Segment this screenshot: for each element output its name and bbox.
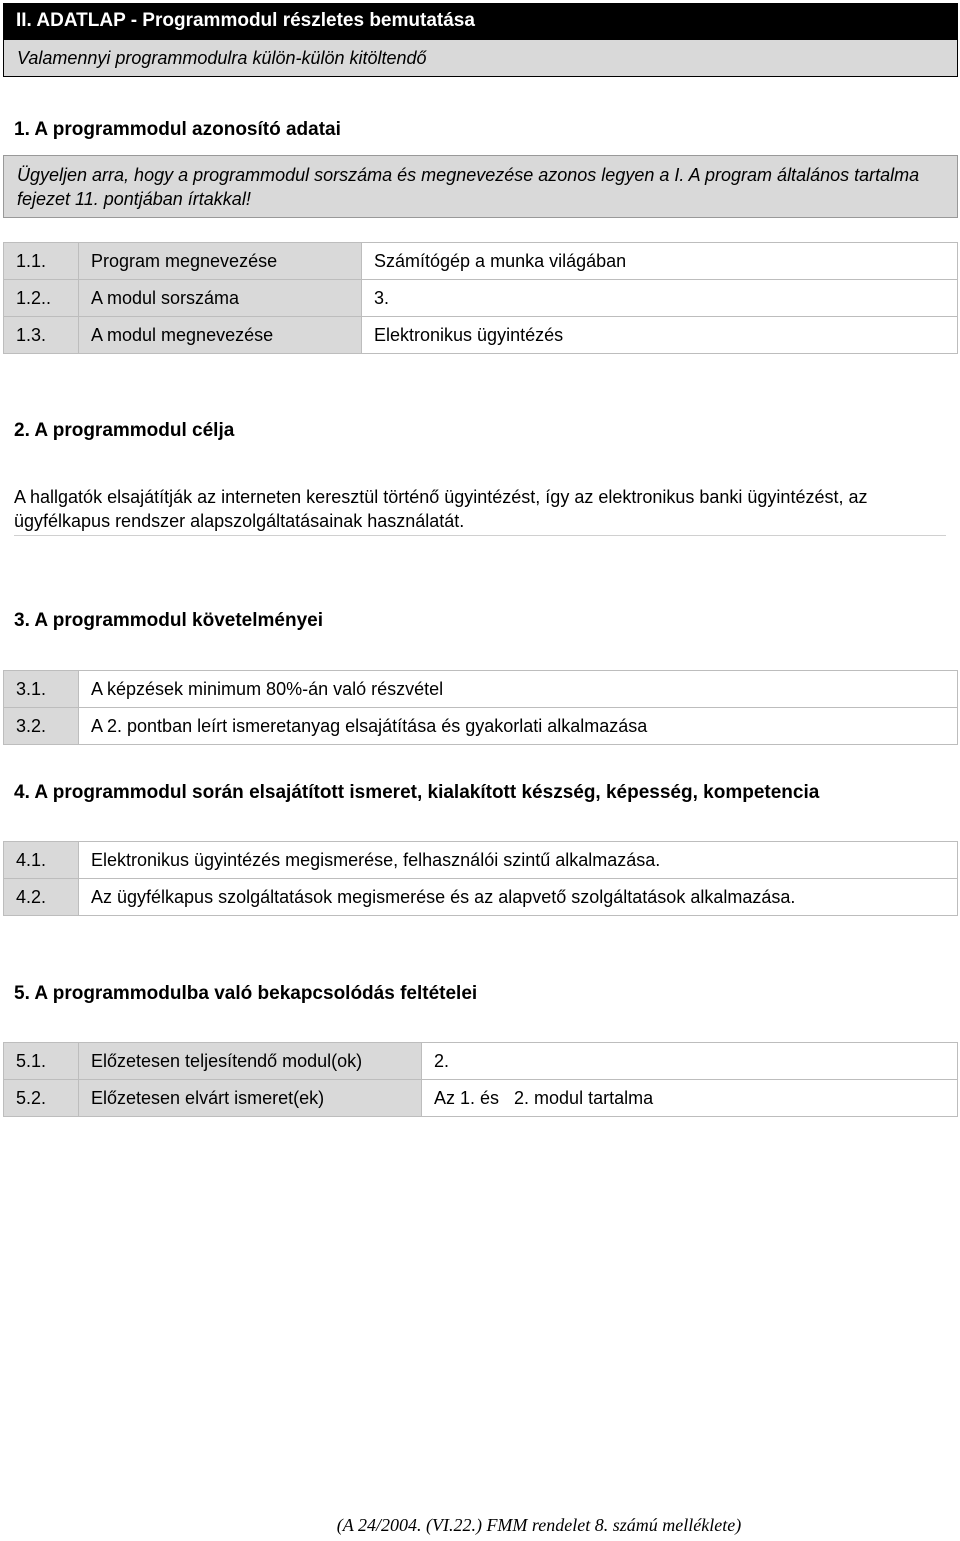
section2-heading: 2. A programmodul célja — [14, 420, 235, 441]
section2-text: A hallgatók elsajátítják az interneten keresztül történő ügyintézést, így az elektronikus banki ügyintézést, az ügyfélkapus rendszer alapszolgáltatásainak használatát. — [14, 485, 946, 536]
section5-heading: 5. A programmodulba való bekapcsolódás feltételei — [14, 983, 478, 1004]
row-number: 5.2. — [4, 1080, 79, 1117]
row-number: 1.3. — [4, 317, 79, 354]
table-row — [4, 280, 958, 317]
table-row — [4, 708, 958, 745]
section1-heading: 1. A programmodul azonosító adatai — [14, 119, 341, 140]
row-text: Az ügyfélkapus szolgáltatások megismerése és az alapvető szolgáltatások alkalmazása. — [79, 879, 958, 916]
requirements-table — [3, 670, 958, 745]
table-row — [4, 671, 958, 708]
footer-note: (A 24/2004. (VI.22.) FMM rendelet 8. számú melléklete) — [336, 1515, 742, 1535]
row-text: A 2. pontban leírt ismeretanyag elsajátítása és gyakorlati alkalmazása — [79, 708, 958, 745]
table-row — [4, 1080, 958, 1117]
row-label: Előzetesen teljesítendő modul(ok) — [79, 1043, 422, 1080]
row-label: Előzetesen elvárt ismeret(ek) — [79, 1080, 422, 1117]
row-value: Elektronikus ügyintézés — [362, 317, 958, 354]
identification-table — [3, 242, 958, 354]
row-value: Az 1. és 2. modul tartalma — [422, 1080, 958, 1117]
page-title: II. ADATLAP - Programmodul részletes bemutatása — [3, 3, 958, 39]
table-row — [4, 243, 958, 280]
row-label: Program megnevezése — [79, 243, 362, 280]
section1-note: Ügyeljen arra, hogy a programmodul sorszáma és megnevezése azonos legyen a I. A program általános tartalma fejezet 11. pontjában írtakkal! — [3, 155, 958, 218]
prerequisites-table — [3, 1042, 958, 1117]
row-value: 2. — [422, 1043, 958, 1080]
row-value: Számítógép a munka világában — [362, 243, 958, 280]
row-number: 3.1. — [4, 671, 79, 708]
table-row — [4, 879, 958, 916]
row-text: Elektronikus ügyintézés megismerése, felhasználói szintű alkalmazása. — [79, 842, 958, 879]
table-row — [4, 1043, 958, 1080]
row-number: 5.1. — [4, 1043, 79, 1080]
row-label: A modul megnevezése — [79, 317, 362, 354]
section4-heading: 4. A programmodul során elsajátított ismeret, kialakított készség, képesség, kompetencia — [14, 782, 820, 803]
row-number: 4.2. — [4, 879, 79, 916]
row-number: 4.1. — [4, 842, 79, 879]
row-number: 1.1. — [4, 243, 79, 280]
row-number: 3.2. — [4, 708, 79, 745]
row-label: A modul sorszáma — [79, 280, 362, 317]
section3-heading: 3. A programmodul követelményei — [14, 610, 324, 631]
competencies-table — [3, 841, 958, 916]
row-text: A képzések minimum 80%-án való részvétel — [79, 671, 958, 708]
row-value: 3. — [362, 280, 958, 317]
table-row — [4, 842, 958, 879]
table-row — [4, 317, 958, 354]
row-number: 1.2.. — [4, 280, 79, 317]
page-subtitle: Valamennyi programmodulra külön-külön kitöltendő — [3, 39, 958, 77]
